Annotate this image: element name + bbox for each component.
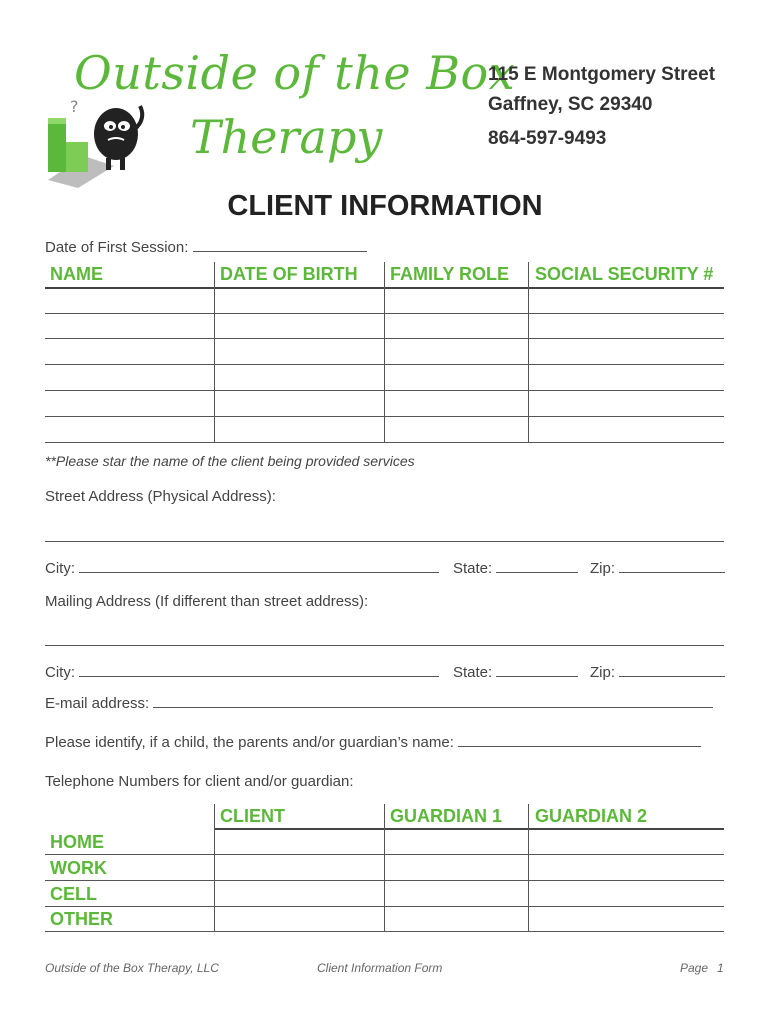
first-session-label: Date of First Session: [45,239,189,256]
footer-company: Outside of the Box Therapy, LLC [45,961,219,975]
mailing-city-field[interactable] [79,662,439,677]
address-street: 115 E Montgomery Street [488,64,716,85]
guardian-row [45,732,701,751]
footer-page-number: 1 [717,961,724,975]
zip-row [590,558,725,577]
client-star-note: **Please star the name of the client being provided services [45,453,415,469]
family-table-row-line [45,442,724,443]
city-field[interactable] [79,558,439,573]
logo-character-body [94,108,138,160]
logo-icon [44,98,156,188]
mailing-zip-label: Zip: [590,664,616,681]
zip-field[interactable] [619,558,725,573]
phone-col-guardian2: GUARDIAN 2 [535,806,648,826]
svg-text:?: ? [70,98,79,116]
family-col-role: FAMILY ROLE [390,264,510,284]
logo-green-block-tall [48,122,66,172]
address-city-state: Gaffney, SC 29340 [488,94,653,115]
zip-label: Zip: [590,560,616,577]
logo-text-line2: Therapy [190,110,383,164]
guardian-label: Please identify, if a child, the parents and/or guardian’s name: [45,734,454,751]
family-col-name: NAME [50,264,103,284]
email-label: E-mail address: [45,695,150,712]
email-field[interactable] [153,693,713,708]
guardian-field[interactable] [458,732,701,747]
phone-col-guardian1: GUARDIAN 1 [390,806,503,826]
family-col-dob: DATE OF BIRTH [220,264,358,284]
family-table-divider [214,262,215,442]
phone-table-divider [214,804,215,931]
phone-table-header-rule [214,828,724,830]
phone-table-divider [528,804,529,931]
family-table-divider [384,262,385,442]
phone-col-client: CLIENT [220,806,285,826]
mailing-address-label: Mailing Address (If different than street address): [45,593,369,610]
telephone-label: Telephone Numbers for client and/or guardian: [45,773,354,790]
street-address-field[interactable] [45,541,724,542]
mailing-zip-field[interactable] [619,662,725,677]
family-table-divider [528,262,529,442]
mailing-city-row [45,662,439,681]
street-address-label: Street Address (Physical Address): [45,488,276,505]
mailing-state-label: State: [453,664,493,681]
footer-page-label: Page [680,961,709,975]
family-col-ssn: SOCIAL SECURITY # [535,264,714,284]
phone-row-cell: CELL [50,884,97,904]
phone-table-divider [384,804,385,931]
state-label: State: [453,560,493,577]
phone-row-other: OTHER [50,909,113,929]
mailing-zip-row [590,662,725,681]
logo-text-line1: Outside of the Box [74,46,516,100]
phone-row-home: HOME [50,832,104,852]
first-session-field[interactable] [193,237,367,252]
page-title: CLIENT INFORMATION [227,190,543,222]
state-row [453,558,578,577]
state-field[interactable] [496,558,578,573]
mailing-address-field[interactable] [45,645,724,646]
address-phone: 864-597-9493 [488,128,607,149]
email-row [45,693,713,712]
phone-table-row-line [45,931,724,932]
logo-green-block-short [66,142,88,172]
city-row [45,558,439,577]
first-session-row [45,237,367,256]
city-label: City: [45,560,75,577]
mailing-state-field[interactable] [496,662,578,677]
phone-row-work: WORK [50,858,107,878]
footer-form-name: Client Information Form [317,961,443,975]
mailing-city-label: City: [45,664,75,681]
mailing-state-row [453,662,578,681]
